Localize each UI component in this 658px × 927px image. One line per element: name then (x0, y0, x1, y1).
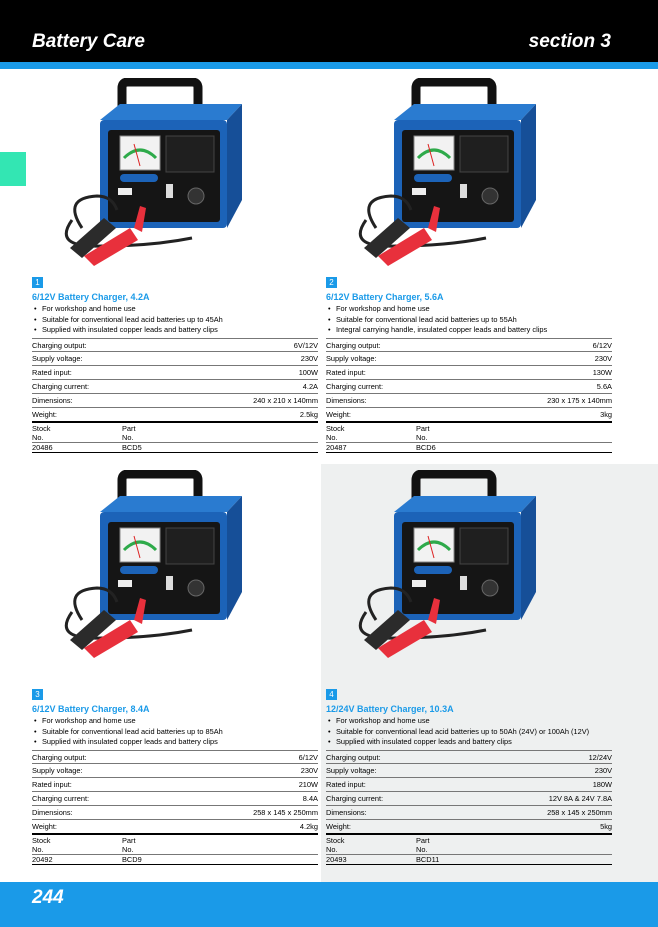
part-number: BCD9 (122, 855, 142, 864)
spec-label: Dimensions: (326, 808, 367, 817)
spec-value: 230V (594, 354, 612, 363)
spec-label: Charging output: (326, 341, 381, 350)
spec-row-dimensions (32, 394, 318, 408)
spec-row-rated-input (326, 778, 612, 792)
stock-table (326, 833, 612, 865)
feature-item: • Suitable for conventional lead acid batteries up to 45Ah (34, 315, 223, 326)
part-number: BCD6 (416, 443, 436, 452)
stock-header (32, 423, 318, 442)
part-number: BCD5 (122, 443, 142, 452)
stock-table (32, 833, 318, 865)
spec-value: 5.6A (596, 382, 612, 391)
battery-charger-image (336, 470, 556, 660)
spec-value: 230 x 175 x 140mm (547, 396, 612, 405)
spec-label: Weight: (326, 822, 351, 831)
spec-value: 240 x 210 x 140mm (253, 396, 318, 405)
spec-value: 5kg (600, 822, 612, 831)
product-title: 6/12V Battery Charger, 8.4A (32, 704, 150, 714)
stock-header (32, 835, 318, 854)
feature-item: • Suitable for conventional lead acid batteries up to 85Ah (34, 727, 223, 738)
spec-row-charging-current (32, 380, 318, 394)
stock-number: 20493 (326, 855, 347, 864)
section-label: section 3 (528, 31, 611, 52)
stock-header (326, 423, 612, 442)
spec-table (32, 750, 318, 834)
spec-label: Supply voltage: (32, 766, 83, 775)
feature-item: • Supplied with insulated copper leads and battery clips (328, 737, 589, 748)
spec-label: Weight: (326, 410, 351, 419)
spec-label: Charging current: (32, 794, 90, 803)
spec-row-charging-output (32, 750, 318, 764)
part-number: BCD11 (416, 855, 440, 864)
spec-row-dimensions (32, 806, 318, 820)
feature-item: • Supplied with insulated copper leads and battery clips (34, 325, 223, 336)
spec-value: 6/12V (298, 753, 318, 762)
part-no-heading (416, 424, 430, 442)
product-photo (336, 78, 556, 268)
spec-row-rated-input (32, 778, 318, 792)
feature-list (328, 304, 547, 336)
stock-heading-line2: No. (32, 433, 44, 442)
product-index-badge: 4 (326, 689, 337, 700)
stock-heading-line1: Stock (32, 424, 51, 433)
spec-label: Charging current: (326, 794, 384, 803)
spec-value: 258 x 145 x 250mm (547, 808, 612, 817)
feature-item: • Suitable for conventional lead acid batteries up to 50Ah (24V) or 100Ah (12V) (328, 727, 589, 738)
stock-number: 20487 (326, 443, 347, 452)
spec-label: Charging current: (32, 382, 90, 391)
spec-row-supply-voltage (326, 352, 612, 366)
spec-value: 230V (594, 766, 612, 775)
stock-table (326, 421, 612, 453)
spec-label: Charging current: (326, 382, 384, 391)
spec-label: Supply voltage: (32, 354, 83, 363)
spec-value: 130W (592, 368, 612, 377)
feature-item: • Supplied with insulated copper leads and battery clips (34, 737, 223, 748)
spec-value: 258 x 145 x 250mm (253, 808, 318, 817)
spec-row-dimensions (326, 806, 612, 820)
stock-row (32, 854, 318, 865)
stock-heading-line2: No. (32, 845, 44, 854)
spec-label: Rated input: (326, 780, 366, 789)
spec-value: 4.2kg (299, 822, 318, 831)
stock-no-heading (32, 424, 122, 442)
feature-item: • Suitable for conventional lead acid batteries up to 55Ah (328, 315, 547, 326)
footer-bar (0, 882, 658, 927)
product-title: 12/24V Battery Charger, 10.3A (326, 704, 454, 714)
spec-row-charging-output (32, 338, 318, 352)
spec-row-supply-voltage (32, 352, 318, 366)
spec-row-supply-voltage (32, 764, 318, 778)
part-no-heading (416, 836, 430, 854)
product-index-badge: 1 (32, 277, 43, 288)
spec-label: Rated input: (326, 368, 366, 377)
spec-value: 6V/12V (293, 341, 318, 350)
spec-row-rated-input (326, 366, 612, 380)
spec-value: 180W (592, 780, 612, 789)
feature-item: • For workshop and home use (34, 716, 223, 727)
part-heading-line1: Part (122, 424, 136, 433)
feature-item: • Integral carrying handle, insulated copper leads and battery clips (328, 325, 547, 336)
stock-no-heading (32, 836, 122, 854)
spec-row-supply-voltage (326, 764, 612, 778)
spec-row-charging-current (32, 792, 318, 806)
battery-charger-image (42, 78, 262, 268)
stock-heading-line1: Stock (326, 424, 345, 433)
spec-value: 2.5kg (299, 410, 318, 419)
spec-value: 6/12V (592, 341, 612, 350)
product-index-badge: 2 (326, 277, 337, 288)
spec-row-weight (326, 820, 612, 834)
spec-value: 12/24V (588, 753, 612, 762)
stock-number: 20486 (32, 443, 53, 452)
spec-table (326, 338, 612, 422)
spec-row-charging-current (326, 380, 612, 394)
feature-list (328, 716, 589, 748)
stock-no-heading (326, 836, 416, 854)
part-heading-line2: No. (416, 845, 428, 854)
spec-row-weight (32, 408, 318, 422)
spec-value: 100W (298, 368, 318, 377)
spec-row-weight (326, 408, 612, 422)
stock-heading-line2: No. (326, 433, 338, 442)
stock-number: 20492 (32, 855, 53, 864)
product-photo (42, 470, 262, 660)
stock-table (32, 421, 318, 453)
header-stripe (0, 62, 658, 69)
spec-label: Weight: (32, 822, 57, 831)
part-heading-line2: No. (122, 845, 134, 854)
stock-row (32, 442, 318, 453)
section-tab (0, 152, 26, 186)
spec-label: Supply voltage: (326, 766, 377, 775)
page-title: Battery Care (32, 31, 145, 52)
feature-item: • For workshop and home use (34, 304, 223, 315)
product-index-badge: 3 (32, 689, 43, 700)
part-no-heading (122, 424, 136, 442)
stock-header (326, 835, 612, 854)
page-number: 244 (32, 887, 64, 908)
spec-label: Charging output: (32, 753, 87, 762)
spec-value: 230V (300, 766, 318, 775)
part-heading-line2: No. (416, 433, 428, 442)
stock-heading-line2: No. (326, 845, 338, 854)
stock-heading-line1: Stock (32, 836, 51, 845)
feature-item: • For workshop and home use (328, 304, 547, 315)
product-title: 6/12V Battery Charger, 4.2A (32, 292, 150, 302)
spec-row-charging-output (326, 338, 612, 352)
spec-value: 230V (300, 354, 318, 363)
spec-label: Charging output: (326, 753, 381, 762)
stock-no-heading (326, 424, 416, 442)
spec-table (32, 338, 318, 422)
feature-list (34, 304, 223, 336)
spec-value: 12V 8A & 24V 7.8A (548, 794, 612, 803)
spec-value: 3kg (600, 410, 612, 419)
spec-label: Charging output: (32, 341, 87, 350)
battery-charger-image (42, 470, 262, 660)
spec-row-charging-output (326, 750, 612, 764)
spec-row-charging-current (326, 792, 612, 806)
battery-charger-image (336, 78, 556, 268)
spec-label: Dimensions: (32, 396, 73, 405)
stock-heading-line1: Stock (326, 836, 345, 845)
spec-row-weight (32, 820, 318, 834)
feature-list (34, 716, 223, 748)
spec-label: Rated input: (32, 780, 72, 789)
spec-label: Rated input: (32, 368, 72, 377)
part-no-heading (122, 836, 136, 854)
product-photo (42, 78, 262, 268)
spec-value: 8.4A (302, 794, 318, 803)
product-photo (336, 470, 556, 660)
spec-value: 4.2A (302, 382, 318, 391)
product-title: 6/12V Battery Charger, 5.6A (326, 292, 444, 302)
spec-label: Weight: (32, 410, 57, 419)
feature-item: • For workshop and home use (328, 716, 589, 727)
spec-row-rated-input (32, 366, 318, 380)
part-heading-line1: Part (416, 836, 430, 845)
stock-row (326, 854, 612, 865)
spec-label: Dimensions: (32, 808, 73, 817)
spec-label: Dimensions: (326, 396, 367, 405)
spec-table (326, 750, 612, 834)
spec-label: Supply voltage: (326, 354, 377, 363)
part-heading-line2: No. (122, 433, 134, 442)
spec-value: 210W (298, 780, 318, 789)
spec-row-dimensions (326, 394, 612, 408)
part-heading-line1: Part (122, 836, 136, 845)
stock-row (326, 442, 612, 453)
part-heading-line1: Part (416, 424, 430, 433)
